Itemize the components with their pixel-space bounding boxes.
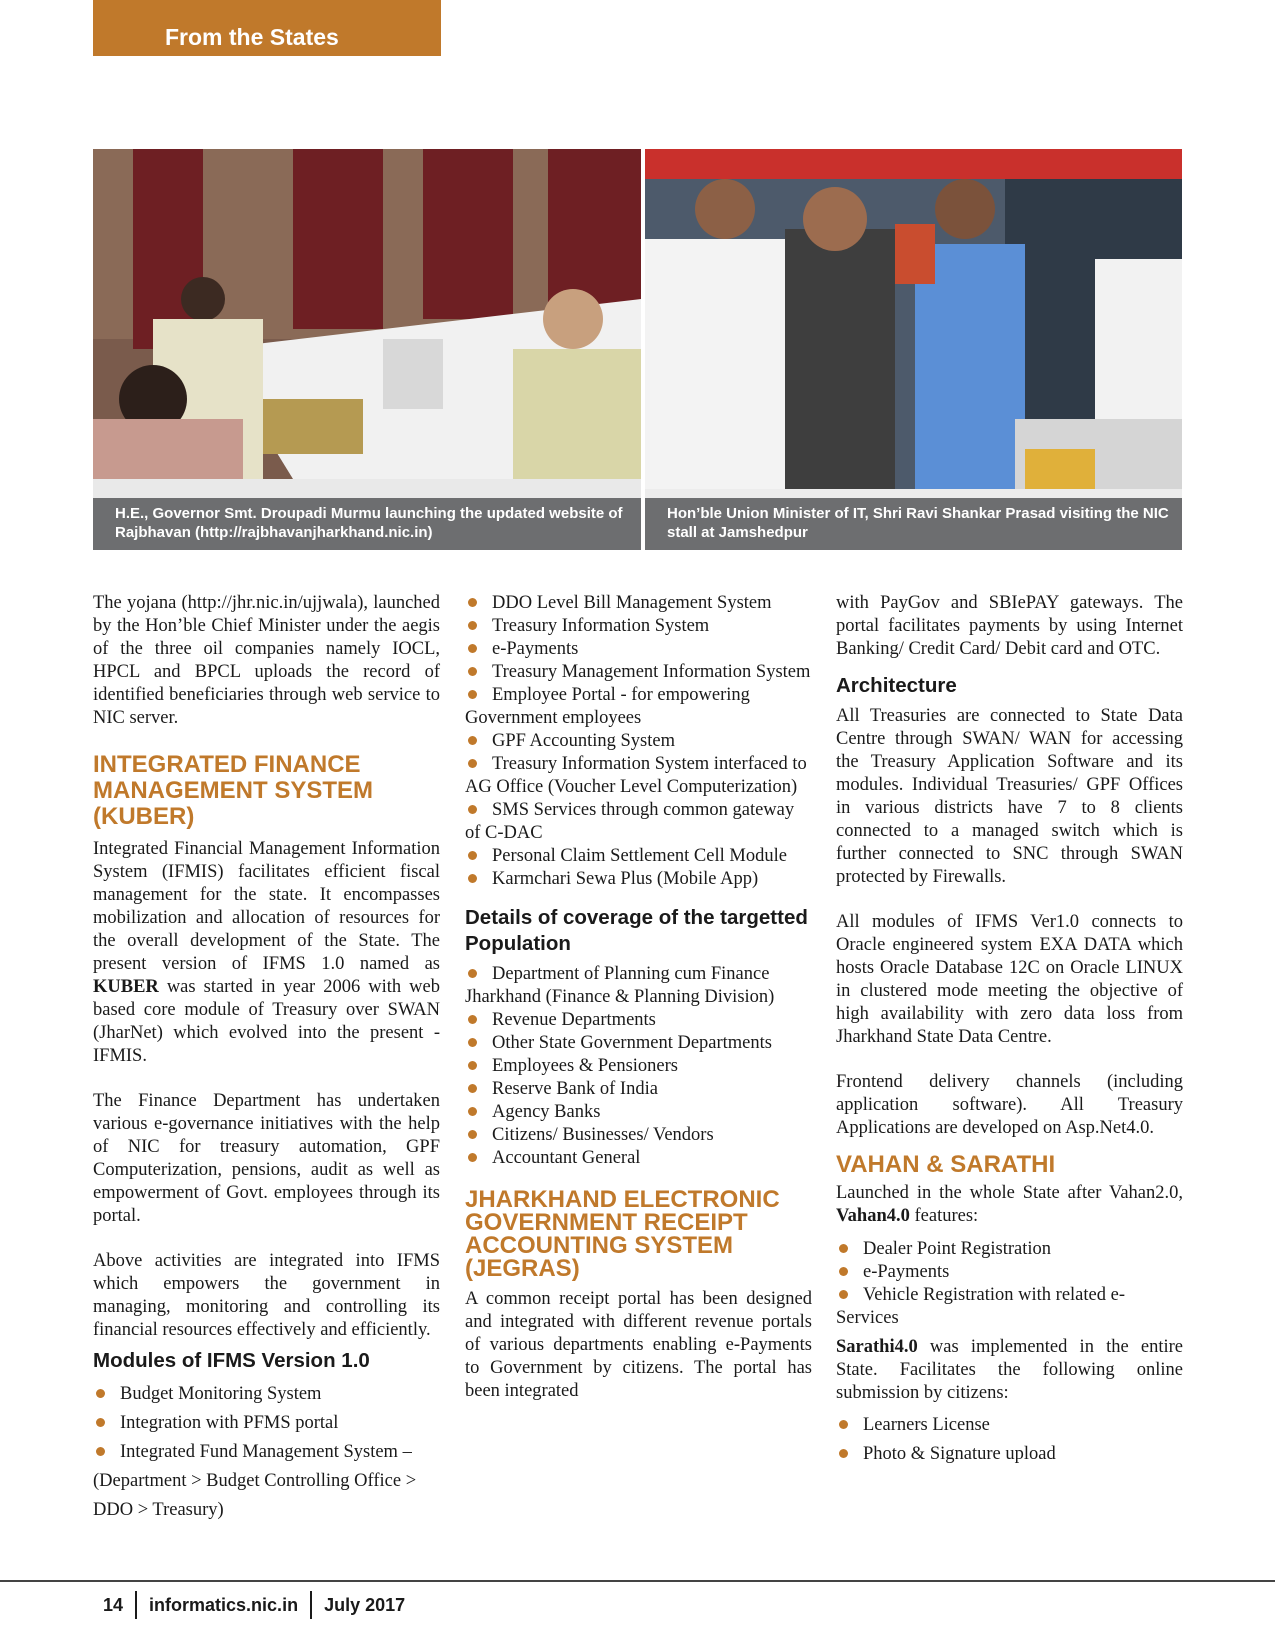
sarathi-paragraph-text: was implemented in the entire State. Facilitates the following online submission by citizens: bbox=[836, 1337, 1183, 1403]
footer-divider bbox=[310, 1591, 312, 1619]
footer bbox=[103, 1588, 405, 1622]
column-3 bbox=[836, 592, 1183, 1483]
kuber-paragraph-1-b: was started in year 2006 with web based core module of Treasury over SWAN (JharNet) which evolved into the present - IFMIS. bbox=[93, 977, 440, 1066]
list-item: Revenue Departments bbox=[465, 1009, 812, 1032]
modules-list bbox=[93, 1380, 440, 1525]
architecture-heading: Architecture bbox=[836, 674, 957, 697]
vahan-paragraph-a: Launched in the whole State after Vahan2.0, bbox=[836, 1183, 1183, 1203]
kuber-heading: INTEGRATED FINANCE MANAGEMENT SYSTEM (KUBER) bbox=[93, 751, 374, 830]
section-tab: From the States bbox=[93, 0, 441, 56]
list-item: Dealer Point Registration bbox=[836, 1238, 1183, 1261]
vahan-features-list bbox=[836, 1238, 1183, 1330]
list-item: Accountant General bbox=[465, 1147, 812, 1170]
list-item: Integrated Fund Management System – (Department > Budget Controlling Office > DDO > Treasury) bbox=[93, 1438, 440, 1525]
list-item: Integration with PFMS portal bbox=[93, 1409, 440, 1438]
footer-issue: July 2017 bbox=[324, 1595, 406, 1615]
modules-list-continued bbox=[465, 592, 812, 891]
list-item: Employee Portal - for empowering Government employees bbox=[465, 684, 812, 730]
coverage-heading: Details of coverage of the targetted Population bbox=[465, 906, 808, 955]
vahan-paragraph-b: features: bbox=[909, 1206, 979, 1226]
photo-minister-image bbox=[645, 149, 1182, 550]
list-item: Citizens/ Businesses/ Vendors bbox=[465, 1124, 812, 1147]
architecture-paragraph-2: All modules of IFMS Ver1.0 connects to Oracle engineered system EXA DATA which hosts Oracle Database 12C on Oracle LINUX in clustered mode meeting the objective of high availability with zero data loss from Jharkhand State Data Centre. bbox=[836, 912, 1183, 1047]
list-item: Karmchari Sewa Plus (Mobile App) bbox=[465, 868, 812, 891]
kuber-paragraph-1 bbox=[93, 838, 440, 1068]
list-item: Other State Government Departments bbox=[465, 1032, 812, 1055]
footer-divider bbox=[135, 1591, 137, 1619]
kuber-name: KUBER bbox=[93, 977, 159, 997]
kuber-paragraph-3: Above activities are integrated into IFMS which empowers the government in managing, monitoring and controlling its financial resources effectively and efficiently. bbox=[93, 1251, 440, 1340]
jegras-paragraph: A common receipt portal has been designed and integrated with different revenue portals of various departments enabling e-Payments to Government by citizens. The portal has been integrated bbox=[465, 1289, 812, 1401]
footer-site-link[interactable]: informatics.nic.in bbox=[149, 1595, 299, 1615]
list-item: SMS Services through common gateway of C-DAC bbox=[465, 799, 812, 845]
list-item: Agency Banks bbox=[465, 1101, 812, 1124]
photo-governor-image bbox=[93, 149, 641, 550]
page-number: 14 bbox=[103, 1595, 124, 1615]
column-2 bbox=[465, 592, 812, 1425]
list-item: e-Payments bbox=[836, 1261, 1183, 1284]
list-item: Reserve Bank of India bbox=[465, 1078, 812, 1101]
list-item: Employees & Pensioners bbox=[465, 1055, 812, 1078]
sarathi-features-list bbox=[836, 1411, 1183, 1469]
column-1 bbox=[93, 592, 440, 1539]
vahan-paragraph bbox=[836, 1182, 1183, 1228]
list-item: Department of Planning cum Finance Jharkhand (Finance & Planning Division) bbox=[465, 963, 812, 1009]
list-item: e-Payments bbox=[465, 638, 812, 661]
list-item: GPF Accounting System bbox=[465, 730, 812, 753]
list-item: Photo & Signature upload bbox=[836, 1440, 1183, 1469]
architecture-paragraph-3: Frontend delivery channels (including application software). All Treasury Applications are developed on Asp.Net4.0. bbox=[836, 1072, 1183, 1138]
architecture-paragraph-1: All Treasuries are connected to State Data Centre through SWAN/ WAN for accessing the Treasury Application Software and its modules. Individual Treasuries/ GPF Offices in various districts have 7 to 8 clients connected to a managed switch which is further connected to SNC through SWAN protected by Firewalls. bbox=[836, 706, 1183, 887]
list-item: Treasury Information System interfaced to AG Office (Voucher Level Computerization) bbox=[465, 753, 812, 799]
ujjwala-paragraph: The yojana (http://jhr.nic.in/ujjwala), launched by the Hon’ble Chief Minister under the aegis of the three oil companies namely IOCL, HPCL and BPCL uploads the record of identified beneficiaries through web service to NIC server. bbox=[93, 593, 440, 728]
list-item: Vehicle Registration with related e-Services bbox=[836, 1284, 1183, 1330]
jegras-paragraph-continued: with PayGov and SBIePAY gateways. The portal facilitates payments by using Internet Banking/ Credit Card/ Debit card and OTC. bbox=[836, 593, 1183, 659]
list-item: Budget Monitoring System bbox=[93, 1380, 440, 1409]
list-item: Personal Claim Settlement Cell Module bbox=[465, 845, 812, 868]
kuber-paragraph-2: The Finance Department has undertaken various e-governance initiatives with the help of NIC for treasury automation, GPF Computerization, pensions, audit as well as empowerment of Govt. employees through its portal. bbox=[93, 1091, 440, 1226]
sarathi-version: Sarathi4.0 bbox=[836, 1337, 918, 1357]
list-item: Learners License bbox=[836, 1411, 1183, 1440]
photo-governor-caption: H.E., Governor Smt. Droupadi Murmu launching the updated website of Rajbhavan (http://rajbhavanjharkhand.nic.in) bbox=[93, 498, 641, 550]
list-item: Treasury Information System bbox=[465, 615, 812, 638]
kuber-paragraph-1-a: Integrated Financial Management Information System (IFMIS) facilitates efficient fiscal management for the state. It encompasses mobilization and allocation of resources for the overall development of the State. The present version of IFMS 1.0 named as bbox=[93, 839, 440, 974]
photo-minister-caption: Hon’ble Union Minister of IT, Shri Ravi Shankar Prasad visiting the NIC stall at Jamshedpur bbox=[645, 498, 1182, 550]
list-item: Treasury Management Information System bbox=[465, 661, 812, 684]
modules-heading: Modules of IFMS Version 1.0 bbox=[93, 1349, 370, 1372]
coverage-list bbox=[465, 963, 812, 1170]
jegras-heading: JHARKHAND ELECTRONIC GOVERNMENT RECEIPT ACCOUNTING SYSTEM (JEGRAS) bbox=[465, 1186, 780, 1282]
vahan-heading: VAHAN & SARATHI bbox=[836, 1151, 1056, 1178]
sarathi-paragraph bbox=[836, 1336, 1183, 1405]
vahan-version: Vahan4.0 bbox=[836, 1206, 910, 1226]
photo-governor bbox=[93, 149, 641, 550]
footer-rule bbox=[0, 1580, 1275, 1582]
photo-minister bbox=[645, 149, 1182, 550]
list-item: DDO Level Bill Management System bbox=[465, 592, 812, 615]
